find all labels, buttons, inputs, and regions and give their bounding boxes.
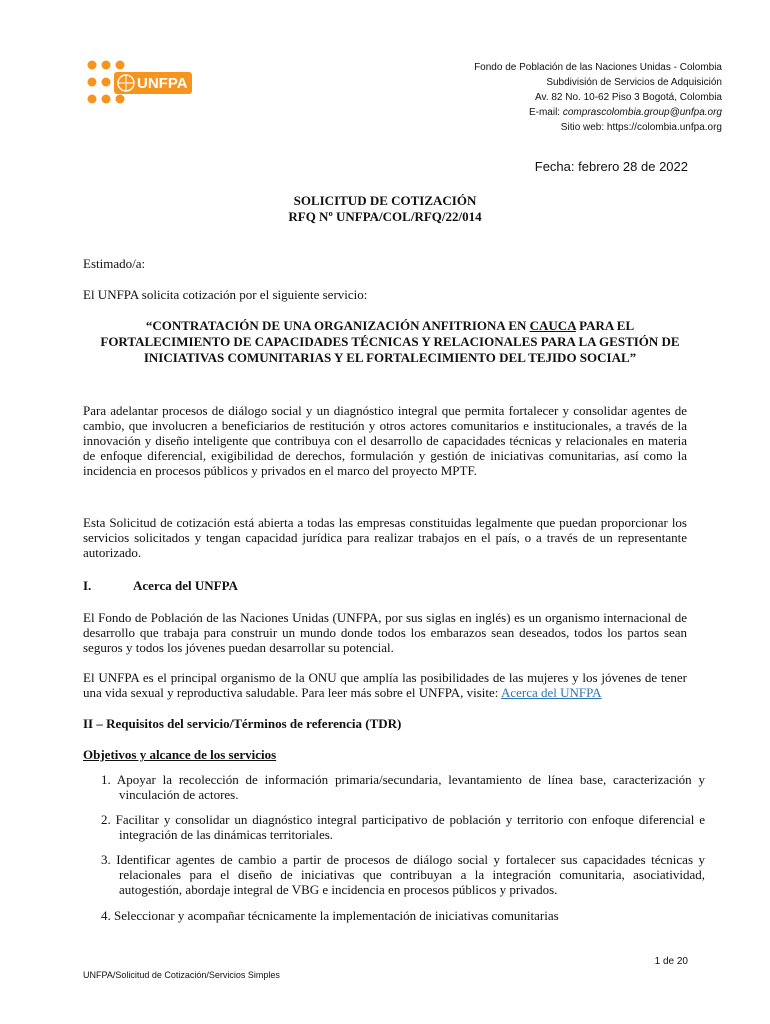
paragraph-context: Para adelantar procesos de diálogo social y un diagnóstico integral que permita fortalecer y consolidar agentes de cambio, que involucren a beneficiarios de restitución y otros actores comunitarios e institucionales, a través de la innovación y diseño inteligente que contribuya con el desarrollo de capacidades técnicas y relacionales en materia de enfoque diferencial, exigibilidad de derechos, formulación y gestión de iniciativas comunitarias, así como la incidencia en procesos públicos y privados en el marco del proyecto MPTF. — [83, 403, 687, 478]
greeting: Estimado/a: — [83, 256, 146, 271]
contact-website[interactable]: Sitio web: https://colombia.unfpa.org — [560, 122, 722, 133]
contact-line: Av. 82 No. 10-62 Piso 3 Bogotá, Colombia — [535, 92, 722, 103]
section-2-subheading: Objetivos y alcance de los servicios — [83, 747, 277, 762]
objective-item: 4. Seleccionar y acompañar técnicamente la implementación de iniciativas comunitarias — [101, 908, 559, 923]
document-title — [0, 193, 770, 225]
section-2-heading: II – Requisitos del servicio/Términos de referencia (TDR) — [83, 716, 402, 731]
unfpa-logo — [86, 58, 196, 106]
service-title — [95, 318, 685, 366]
section-1-paragraph-2 — [83, 670, 687, 700]
email-label: E-mail: — [528, 107, 563, 118]
contact-line: Fondo de Población de las Naciones Unidas - Colombia — [474, 62, 722, 73]
section-1-paragraph-1: El Fondo de Población de las Naciones Unidas (UNFPA, por sus siglas en inglés) es un organismo internacional de desarrollo que trabaja para construir un mundo donde todos los embarazos sean deseados, todos los partos sean seguros y todos los jóvenes puedan desarrollar su potencial. — [83, 610, 687, 655]
section-1-heading: Acerca del UNFPA — [133, 578, 238, 593]
service-title-underlined: CAUCA — [529, 318, 576, 333]
contact-line: Subdivisión de Servicios de Adquisición — [546, 77, 722, 88]
paragraph-eligibility: Esta Solicitud de cotización está abierta a todas las empresas constituidas legalmente que puedan proporcionar los servicios solicitados y tengan capacidad jurídica para realizar trabajos en el país, o a través de un representante autorizado. — [83, 515, 687, 560]
email-address[interactable]: comprascolombia.group@unfpa.org — [562, 107, 722, 118]
section-1-number: I. — [83, 578, 92, 593]
title-line-2: RFQ Nº UNFPA/COL/RFQ/22/014 — [288, 209, 482, 224]
title-line-1: SOLICITUD DE COTIZACIÓN — [293, 193, 477, 208]
footer-text: UNFPA/Solicitud de Cotización/Servicios Simples — [83, 970, 280, 980]
document-date: Fecha: febrero 28 de 2022 — [534, 159, 688, 174]
objective-item: 3. Identificar agentes de cambio a partir de procesos de diálogo social y fortalecer sus capacidades técnicas y relacionales para el diseño de iniciativas que contribuyan a la integración comunitaria, asociatividad, autogestión, abordaje integral de VBG e incidencia en procesos públicos y privados. — [101, 852, 705, 897]
service-title-part: “CONTRATACIÓN DE UNA ORGANIZACIÓN ANFITRIONA EN — [145, 318, 530, 333]
logo-text: UNFPA — [137, 75, 188, 92]
service-title-part: PARA EL FORTALECIMIENTO DE CAPACIDADES TÉCNICAS Y RELACIONALES PARA LA GESTIÓN DE INICIATIVAS COMUNITARIAS Y EL FORTALECIMIENTO DEL TEJIDO SOCIAL” — [100, 318, 680, 365]
page-number: 1 de 20 — [654, 956, 688, 967]
objective-item: 1. Apoyar la recolección de información primaria/secundaria, levantamiento de línea base, caracterización y vinculación de actores. — [101, 772, 705, 802]
objective-item: 2. Facilitar y consolidar un diagnóstico integral participativo de población y territorio con enfoque diferencial e integración de las dinámicas territoriales. — [101, 812, 705, 842]
contact-block — [474, 60, 722, 135]
about-unfpa-link[interactable]: Acerca del UNFPA — [500, 685, 602, 700]
contact-email-row — [474, 105, 722, 120]
intro-text: El UNFPA solicita cotización por el siguiente servicio: — [83, 287, 368, 302]
section-1-p2-text: El UNFPA es el principal organismo de la ONU que amplía las posibilidades de las mujeres y los jóvenes de tener una vida sexual y reproductiva saludable. Para leer más sobre el UNFPA, visite: — [83, 670, 687, 700]
